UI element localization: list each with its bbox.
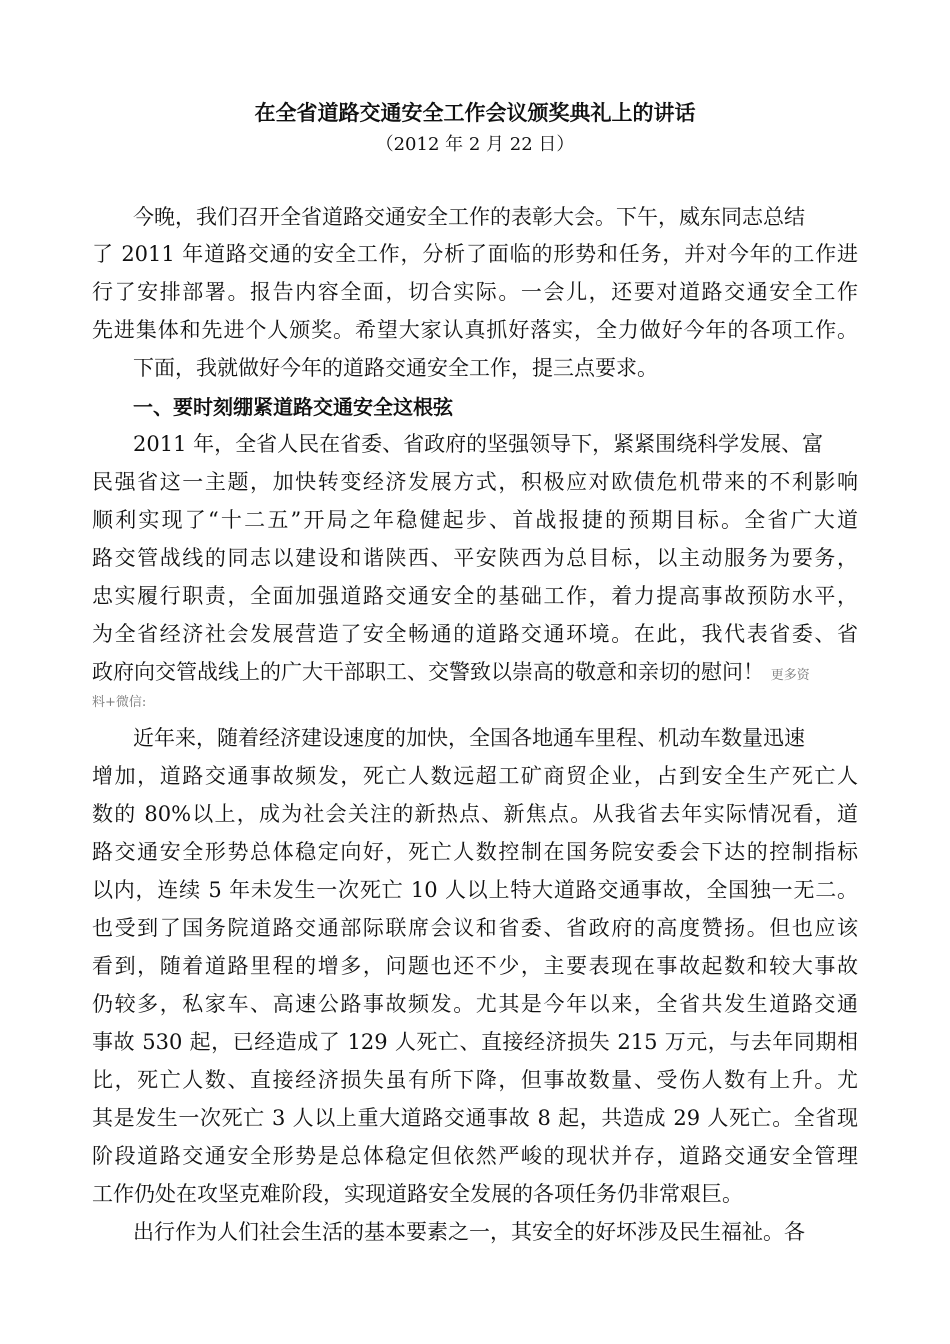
paragraph-line: 今晚，我们召开全省道路交通安全工作的表彰大会。下午，威东同志总结 bbox=[133, 205, 805, 229]
paragraph-line: 比，死亡人数、直接经济损失虽有所下降，但事故数量、受伤人数有上升。尤 bbox=[92, 1068, 858, 1092]
paragraph-line: 也受到了国务院道路交通部际联席会议和省委、省政府的高度赞扬。但也应该 bbox=[92, 916, 858, 940]
speech-date: （2012 年 2 月 22 日） bbox=[375, 134, 575, 155]
paragraph-line bbox=[92, 655, 810, 693]
paragraph-line: 工作仍处在攻坚克难阶段，实现道路安全发展的各项任务仍非常艰巨。 bbox=[92, 1182, 743, 1206]
paragraph-line: 忠实履行职责，全面加强道路交通安全的基础工作，着力提高事故预防水平， bbox=[92, 584, 858, 608]
paragraph-line: 了 2011 年道路交通的安全工作，分析了面临的形势和任务，并对今年的工作进 bbox=[92, 242, 858, 266]
paragraph-line: 事故 530 起，已经造成了 129 人死亡、直接经济损失 215 万元，与去年同期相 bbox=[92, 1030, 858, 1054]
paragraph-line: 行了安排部署。报告内容全面，切合实际。一会儿，还要对道路交通安全工作 bbox=[92, 280, 858, 304]
paragraph-line: 路交通安全形势总体稳定向好，死亡人数控制在国务院安委会下达的控制指标 bbox=[92, 840, 858, 864]
promo-note-continued: 料+微信: bbox=[92, 695, 147, 710]
promo-note: 更多资 bbox=[770, 668, 810, 683]
paragraph-line: 近年来，随着经济建设速度的加快，全国各地通车里程、机动车数量迅速 bbox=[133, 726, 805, 750]
paragraph-line: 数的 80%以上，成为社会关注的新热点、新焦点。从我省去年实际情况看，道 bbox=[92, 802, 858, 826]
section-heading: 一、要时刻绷紧道路交通安全这根弦 bbox=[133, 395, 453, 419]
paragraph-line: 以内，连续 5 年未发生一次死亡 10 人以上特大道路交通事故，全国独一无二。 bbox=[92, 878, 858, 902]
paragraph-line: 出行作为人们社会生活的基本要素之一，其安全的好坏涉及民生福祉。各 bbox=[133, 1220, 805, 1244]
speech-title: 在全省道路交通安全工作会议颁奖典礼上的讲话 bbox=[254, 100, 696, 125]
paragraph-line: 看到，随着道路里程的增多，问题也还不少，主要表现在事故起数和较大事故 bbox=[92, 954, 858, 978]
paragraph-line: 为全省经济社会发展营造了安全畅通的道路交通环境。在此，我代表省委、省 bbox=[92, 622, 858, 646]
paragraph-line: 阶段道路交通安全形势是总体稳定但依然严峻的现状并存，道路交通安全管理 bbox=[92, 1144, 858, 1168]
paragraph-line: 仍较多，私家车、高速公路事故频发。尤其是今年以来，全省共发生道路交通 bbox=[92, 992, 858, 1016]
paragraph-line: 其是发生一次死亡 3 人以上重大道路交通事故 8 起，共造成 29 人死亡。全省现 bbox=[92, 1106, 858, 1130]
paragraph-line: 民强省这一主题，加快转变经济发展方式，积极应对欧债危机带来的不利影响 bbox=[92, 470, 858, 494]
paragraph-line-text: 政府向交管战线上的广大干部职工、交警致以崇高的敬意和亲切的慰问！ bbox=[92, 660, 764, 684]
paragraph-line: 2011 年，全省人民在省委、省政府的坚强领导下，紧紧围绕科学发展、富 bbox=[133, 432, 824, 456]
paragraph-line: 路交管战线的同志以建设和谐陕西、平安陕西为总目标，以主动服务为要务， bbox=[92, 546, 858, 570]
paragraph-line: 下面，我就做好今年的道路交通安全工作，提三点要求。 bbox=[133, 356, 658, 380]
paragraph-line: 增加，道路交通事故频发，死亡人数远超工矿商贸企业，占到安全生产死亡人 bbox=[92, 764, 858, 788]
paragraph-line: 顺利实现了“十二五”开局之年稳健起步、首战报捷的预期目标。全省广大道 bbox=[92, 508, 858, 532]
paragraph-line: 先进集体和先进个人颁奖。希望大家认真抓好落实，全力做好今年的各项工作。 bbox=[92, 318, 858, 342]
